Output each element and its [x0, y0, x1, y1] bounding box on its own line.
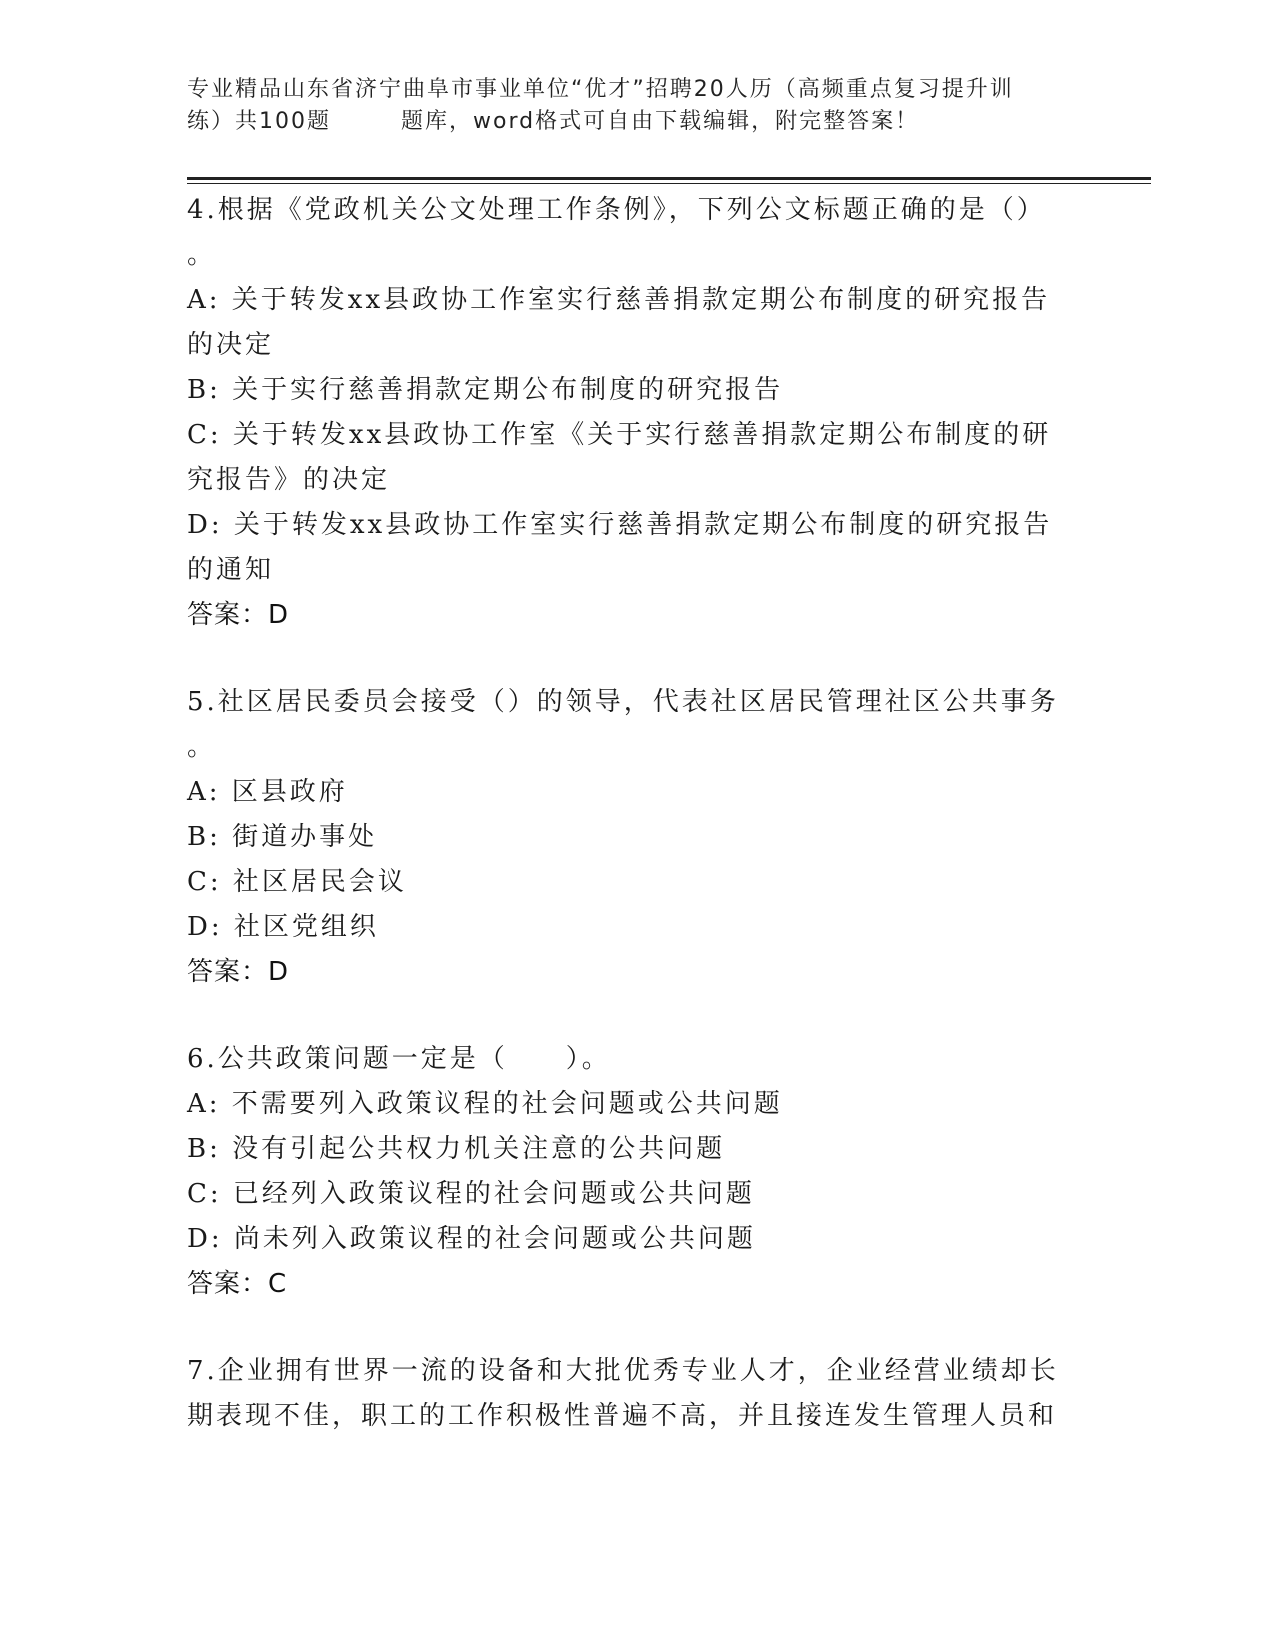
option-d-line: D: 关于转发xx县政协工作室实行慈善捐款定期公布制度的研究报告: [187, 510, 1053, 540]
answer-line: 答案：C: [187, 1269, 288, 1299]
question-stem-line: 期表现不佳，职工的工作积极性普遍不高，并且接连发生管理人员和: [187, 1401, 1058, 1431]
question-spacer: [187, 638, 1087, 680]
option-a-line: A: 区县政府: [187, 777, 348, 807]
question-item: [187, 680, 1087, 995]
header-line-2-part-a: 练）共100题: [187, 109, 331, 134]
question-stem-line: 。: [187, 240, 217, 270]
question-list: [187, 188, 1087, 1439]
answer-line: 答案：D: [187, 600, 290, 630]
question-stem-line: 7.企业拥有世界一流的设备和大批优秀专业人才，企业经营业绩却长: [187, 1356, 1059, 1386]
question-spacer: [187, 995, 1087, 1037]
question-stem-line: 6.公共政策问题一定是（ ）。: [187, 1044, 611, 1074]
option-b-line: B: 街道办事处: [187, 822, 378, 852]
document-header: [187, 74, 1087, 138]
header-line-1: 专业精品山东省济宁曲阜市事业单位“优才”招聘20人历（高频重点复习提升训: [187, 77, 1014, 102]
option-c-line: 究报告》的决定: [187, 465, 391, 495]
option-b-line: B: 关于实行慈善捐款定期公布制度的研究报告: [187, 375, 784, 405]
header-divider-thick: [187, 177, 1151, 180]
option-a-line: A: 不需要列入政策议程的社会问题或公共问题: [187, 1089, 783, 1119]
option-b-line: B: 没有引起公共权力机关注意的公共问题: [187, 1134, 726, 1164]
option-d-line: 的通知: [187, 555, 275, 585]
answer-line: 答案：D: [187, 957, 290, 987]
question-item: [187, 188, 1087, 638]
question-item: [187, 1349, 1087, 1439]
header-line-2: [187, 106, 1087, 138]
option-d-line: D: 社区党组织: [187, 912, 379, 942]
option-c-line: C: 关于转发xx县政协工作室《关于实行慈善捐款定期公布制度的研: [187, 420, 1052, 450]
question-stem-line: 4.根据《党政机关公文处理工作条例》，下列公文标题正确的是（）: [187, 195, 1046, 225]
option-a-line: 的决定: [187, 330, 275, 360]
option-a-line: A: 关于转发xx县政协工作室实行慈善捐款定期公布制度的研究报告: [187, 285, 1051, 315]
question-item: [187, 1037, 1087, 1307]
question-stem-line: 。: [187, 732, 217, 762]
option-d-line: D: 尚未列入政策议程的社会问题或公共问题: [187, 1224, 756, 1254]
header-line-2-part-b: 题库，word格式可自由下载编辑，附完整答案！: [401, 109, 920, 134]
question-stem-line: 5.社区居民委员会接受（）的领导，代表社区居民管理社区公共事务: [187, 687, 1059, 717]
option-c-line: C: 已经列入政策议程的社会问题或公共问题: [187, 1179, 755, 1209]
header-divider-thin: [187, 183, 1151, 184]
question-spacer: [187, 1307, 1087, 1349]
option-c-line: C: 社区居民会议: [187, 867, 407, 897]
